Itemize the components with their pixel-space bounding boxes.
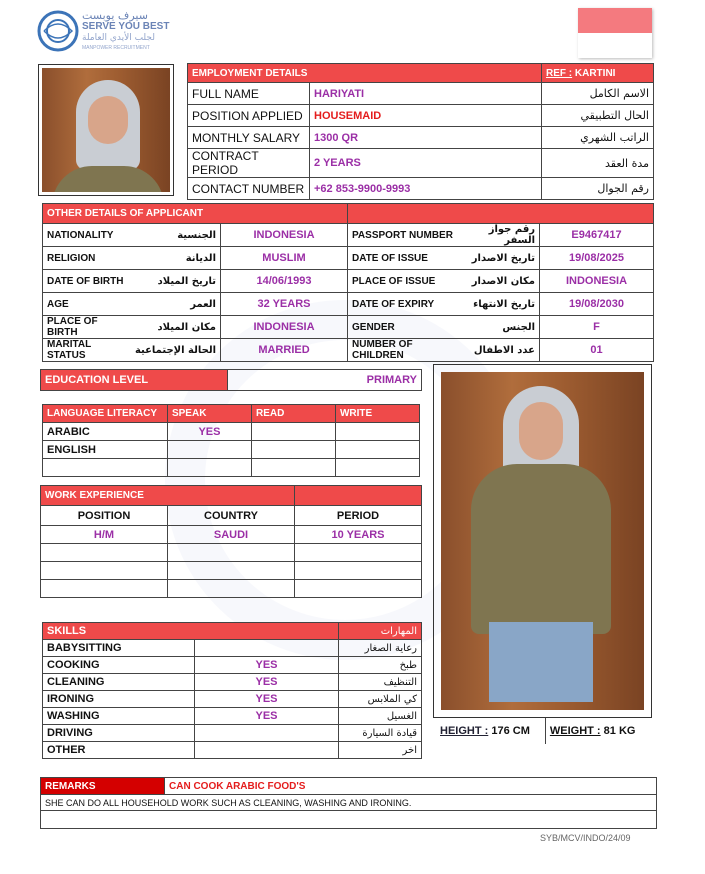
other-label: NUMBER OF CHILDREN <box>348 339 468 362</box>
skill-name: CLEANING <box>43 674 195 691</box>
company-logo <box>36 9 176 57</box>
height-cell <box>436 718 545 744</box>
other-label: RELIGION <box>43 247 131 270</box>
remarks-blank <box>41 811 657 829</box>
employment-label-ar: رقم الجوال <box>542 178 654 200</box>
ref-cell <box>542 64 654 83</box>
work-experience-table <box>40 485 422 598</box>
education-table <box>40 369 422 391</box>
language-speak <box>167 441 251 459</box>
height-label: HEIGHT : <box>440 725 489 737</box>
employment-value: 1300 QR <box>310 127 542 149</box>
remarks-label: REMARKS <box>41 778 165 795</box>
employment-value: HARIYATI <box>310 83 542 105</box>
other-label-ar: تاريخ الميلاد <box>131 270 221 293</box>
weight-label: WEIGHT : <box>549 725 601 737</box>
ref-label: REF : <box>546 67 573 79</box>
language-read <box>251 441 335 459</box>
logo-sub-ar: لجلب الأيدي العاملة <box>82 33 155 43</box>
language-speak: YES <box>167 423 251 441</box>
skill-value <box>195 742 339 759</box>
work-country <box>168 544 295 562</box>
skill-name: DRIVING <box>43 725 195 742</box>
skill-name-ar: التنظيف <box>339 674 422 691</box>
skill-value: YES <box>195 657 339 674</box>
employment-value: HOUSEMAID <box>310 105 542 127</box>
employment-value: +62 853-9900-9993 <box>310 178 542 200</box>
other-label-ar: مكان الميلاد <box>131 316 221 339</box>
work-position <box>41 580 168 598</box>
work-period <box>295 562 422 580</box>
work-country <box>168 580 295 598</box>
other-label-ar: تاريخ الاصدار <box>468 247 540 270</box>
skill-name-ar: قيادة السيارة <box>339 725 422 742</box>
language-write <box>335 423 419 441</box>
logo-arabic: سيرف يوبست <box>82 9 148 22</box>
work-period <box>295 580 422 598</box>
other-label: NATIONALITY <box>43 224 131 247</box>
other-label-ar: عدد الاطفال <box>468 339 540 362</box>
other-label-ar: الجنس <box>468 316 540 339</box>
other-value: E9467417 <box>540 224 654 247</box>
employment-label: CONTRACT PERIOD <box>188 149 310 178</box>
other-label: DATE OF BIRTH <box>43 270 131 293</box>
skill-value: YES <box>195 691 339 708</box>
employment-label-ar: الراتب الشهري <box>542 127 654 149</box>
employment-label: FULL NAME <box>188 83 310 105</box>
language-read <box>251 459 335 477</box>
other-value: MUSLIM <box>221 247 348 270</box>
language-col-header: WRITE <box>335 405 419 423</box>
language-table <box>42 404 420 477</box>
other-value: 32 YEARS <box>221 293 348 316</box>
skill-name-ar: طبخ <box>339 657 422 674</box>
work-position <box>41 562 168 580</box>
skill-value <box>195 640 339 657</box>
skill-name: BABYSITTING <box>43 640 195 657</box>
other-label: AGE <box>43 293 131 316</box>
language-read <box>251 423 335 441</box>
language-write <box>335 459 419 477</box>
skills-header: SKILLS <box>43 623 339 640</box>
skill-name: COOKING <box>43 657 195 674</box>
other-label: DATE OF EXPIRY <box>348 293 468 316</box>
weight-value: 81 KG <box>603 725 636 737</box>
other-value: INDONESIA <box>221 316 348 339</box>
skills-header-ar: المهارات <box>339 623 422 640</box>
height-value: 176 CM <box>491 725 530 737</box>
language-name: ENGLISH <box>43 441 168 459</box>
remarks-text: SHE CAN DO ALL HOUSEHOLD WORK SUCH AS CLEANING, WASHING AND IRONING. <box>41 795 657 811</box>
work-position <box>41 544 168 562</box>
language-speak <box>167 459 251 477</box>
other-value: 19/08/2025 <box>540 247 654 270</box>
work-country <box>168 562 295 580</box>
employment-label: CONTACT NUMBER <box>188 178 310 200</box>
other-label-ar: الجنسية <box>131 224 221 247</box>
work-period <box>295 544 422 562</box>
skill-name-ar: الغسيل <box>339 708 422 725</box>
other-details-table <box>42 203 654 362</box>
other-label-ar: العمر <box>131 293 221 316</box>
other-value: 19/08/2030 <box>540 293 654 316</box>
employment-label-ar: مدة العقد <box>542 149 654 178</box>
other-value: MARRIED <box>221 339 348 362</box>
education-value: PRIMARY <box>228 370 422 391</box>
work-header-blank <box>295 486 422 506</box>
work-col-header: COUNTRY <box>168 506 295 526</box>
skill-name-ar: كي الملابس <box>339 691 422 708</box>
skill-name: WASHING <box>43 708 195 725</box>
other-label: PLACE OF BIRTH <box>43 316 131 339</box>
work-header: WORK EXPERIENCE <box>41 486 295 506</box>
skill-name: IRONING <box>43 691 195 708</box>
education-label: EDUCATION LEVEL <box>41 370 228 391</box>
other-details-header: OTHER DETAILS OF APPLICANT <box>43 204 348 224</box>
employment-label-ar: الاسم الكامل <box>542 83 654 105</box>
other-value: INDONESIA <box>540 270 654 293</box>
other-label-ar: الديانة <box>131 247 221 270</box>
other-details-header-blank <box>348 204 654 224</box>
other-label-ar: الحالة الإجتماعية <box>131 339 221 362</box>
other-value: 01 <box>540 339 654 362</box>
skill-name: OTHER <box>43 742 195 759</box>
work-period: 10 YEARS <box>295 526 422 544</box>
indonesia-flag <box>578 8 652 58</box>
language-col-header: SPEAK <box>167 405 251 423</box>
employment-value: 2 YEARS <box>310 149 542 178</box>
skill-value: YES <box>195 708 339 725</box>
other-value: 14/06/1993 <box>221 270 348 293</box>
weight-cell <box>545 718 650 744</box>
applicant-face-photo <box>38 64 174 196</box>
employment-label: POSITION APPLIED <box>188 105 310 127</box>
work-position: H/M <box>41 526 168 544</box>
ref-value: KARTINI <box>574 67 616 79</box>
other-label-ar: مكان الاصدار <box>468 270 540 293</box>
skill-name-ar: اخر <box>339 742 422 759</box>
other-label: MARITAL STATUS <box>43 339 131 362</box>
other-label-ar: تاريخ الانتهاء <box>468 293 540 316</box>
applicant-full-photo <box>433 364 652 718</box>
employment-header: EMPLOYMENT DETAILS <box>188 64 542 83</box>
other-label: DATE OF ISSUE <box>348 247 468 270</box>
other-label: GENDER <box>348 316 468 339</box>
language-col-header: LANGUAGE LITERACY <box>43 405 168 423</box>
skill-value: YES <box>195 674 339 691</box>
footer-code: SYB/MCV/INDO/24/09 <box>540 833 631 843</box>
language-col-header: READ <box>251 405 335 423</box>
remarks-headline: CAN COOK ARABIC FOOD'S <box>165 778 657 795</box>
skills-table <box>42 622 422 759</box>
measurements-table <box>436 718 650 744</box>
language-name: ARABIC <box>43 423 168 441</box>
work-col-header: POSITION <box>41 506 168 526</box>
work-country: SAUDI <box>168 526 295 544</box>
language-write <box>335 441 419 459</box>
other-value: F <box>540 316 654 339</box>
work-col-header: PERIOD <box>295 506 422 526</box>
language-name <box>43 459 168 477</box>
other-value: INDONESIA <box>221 224 348 247</box>
employment-label-ar: الحال التطبيقي <box>542 105 654 127</box>
logo-name: SERVE YOU BEST <box>82 21 170 32</box>
employment-details-table <box>187 63 654 200</box>
other-label: PASSPORT NUMBER <box>348 224 468 247</box>
other-label-ar: رقم جواز السفر <box>468 224 540 247</box>
other-label: PLACE OF ISSUE <box>348 270 468 293</box>
logo-emblem-icon <box>36 9 80 53</box>
employment-label: MONTHLY SALARY <box>188 127 310 149</box>
remarks-table <box>40 777 657 829</box>
skill-name-ar: رعاية الصغار <box>339 640 422 657</box>
logo-sub-en: MANPOWER RECRUITMENT <box>82 45 150 51</box>
skill-value <box>195 725 339 742</box>
